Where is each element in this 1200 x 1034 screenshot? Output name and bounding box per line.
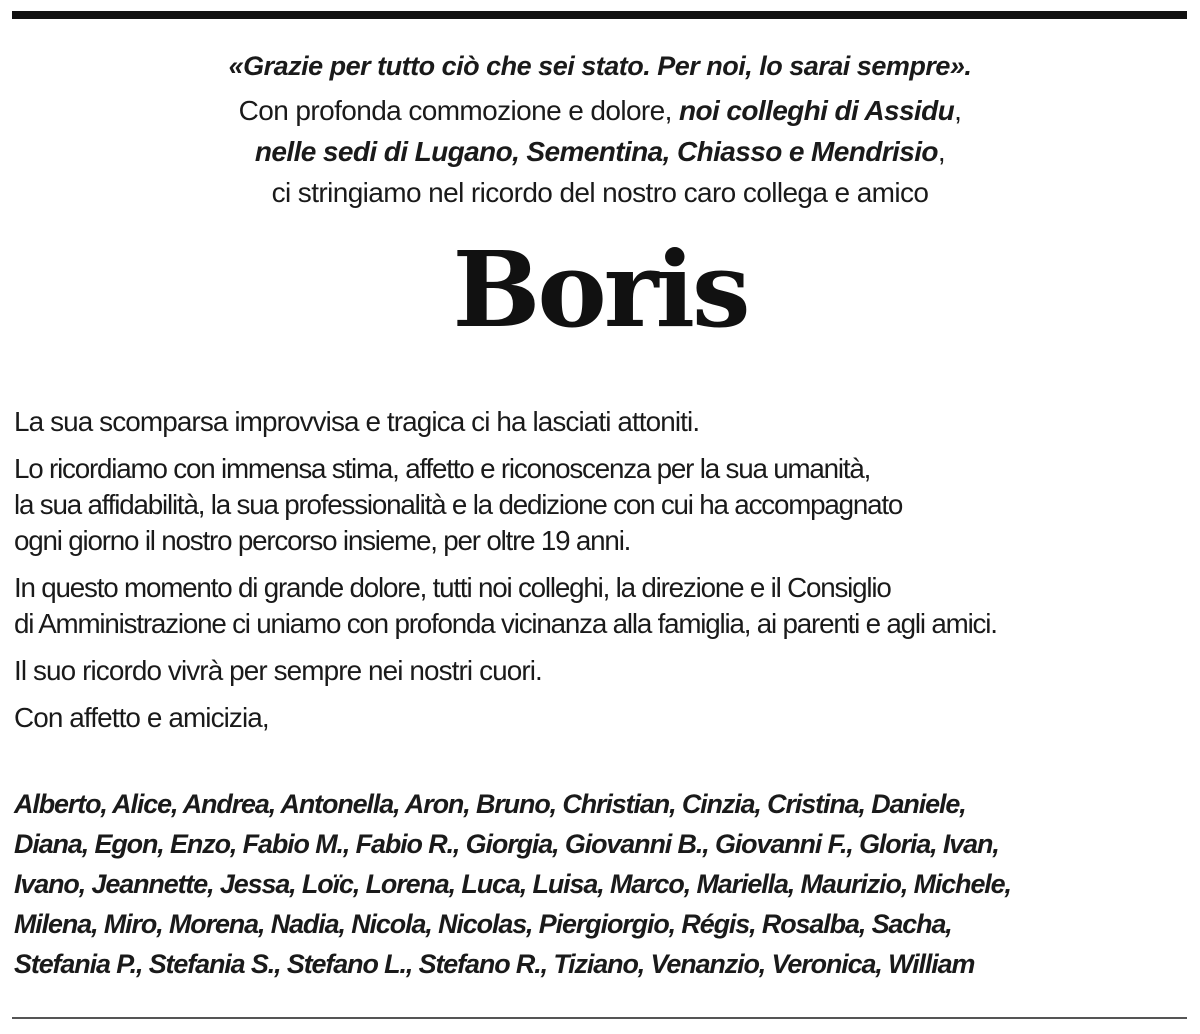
paragraph-4: Il suo ricordo vivrà per sempre nei nostri cuori.: [14, 655, 542, 686]
paragraph-2: [14, 451, 1189, 559]
paragraph-3-line-1: In questo momento di grande dolore, tutti noi colleghi, la direzione e il Consiglio: [14, 572, 891, 603]
intro-line-1: [0, 90, 1200, 131]
bottom-divider: [12, 1017, 1187, 1019]
paragraph-2-line-2: la sua affidabilità, la sua professionalità e la dedizione con cui ha accompagnato: [14, 489, 903, 520]
company-colleagues: noi colleghi di Assidu: [679, 95, 955, 126]
signatories-line-3: Ivano, Jeannette, Jessa, Loïc, Lorena, Luca, Luisa, Marco, Mariella, Maurizio, Michele,: [14, 869, 1011, 899]
signatories-line-1: Alberto, Alice, Andrea, Antonella, Aron, Bruno, Christian, Cinzia, Cristina, Daniele,: [14, 789, 966, 819]
intro-line-2-comma: ,: [937, 136, 946, 167]
intro-line-1-text: Con profonda commozione e dolore,: [238, 95, 679, 126]
signatories-line-5: Stefania P., Stefania S., Stefano L., Stefano R., Tiziano, Venanzio, Veronica, William: [14, 949, 975, 979]
intro-line-2: [0, 131, 1200, 172]
signatories-list: [14, 784, 1194, 984]
paragraph-3-line-2: di Amministrazione ci uniamo con profonda vicinanza alla famiglia, ai parenti e agli amici.: [14, 608, 997, 639]
office-locations: nelle sedi di Lugano, Sementina, Chiasso e Mendrisio: [254, 136, 938, 167]
paragraph-1: La sua scomparsa improvvisa e tragica ci ha lasciati attoniti.: [14, 406, 700, 437]
deceased-name: Boris: [452, 228, 748, 351]
notice-header: [0, 46, 1200, 213]
intro-text: [0, 90, 1200, 213]
paragraph-2-line-1: Lo ricordiamo con immensa stima, affetto e riconoscenza per la sua umanità,: [14, 453, 871, 484]
tribute-body: [14, 404, 1194, 747]
intro-line-1-comma: ,: [954, 95, 962, 126]
paragraph-2-line-3: ogni giorno il nostro percorso insieme, per oltre 19 anni.: [14, 525, 631, 556]
closing-salutation: Con affetto e amicizia,: [14, 702, 269, 733]
signatories-line-4: Milena, Miro, Morena, Nadia, Nicola, Nicolas, Piergiorgio, Régis, Rosalba, Sacha,: [14, 909, 952, 939]
top-divider: [12, 11, 1187, 19]
memorial-quote: «Grazie per tutto ciò che sei stato. Per noi, lo sarai sempre».: [228, 51, 972, 81]
paragraph-3: [14, 570, 1189, 642]
signatories-line-2: Diana, Egon, Enzo, Fabio M., Fabio R., Giorgia, Giovanni B., Giovanni F., Gloria, Ivan,: [14, 829, 999, 859]
intro-line-3: ci stringiamo nel ricordo del nostro caro collega e amico: [271, 177, 929, 208]
